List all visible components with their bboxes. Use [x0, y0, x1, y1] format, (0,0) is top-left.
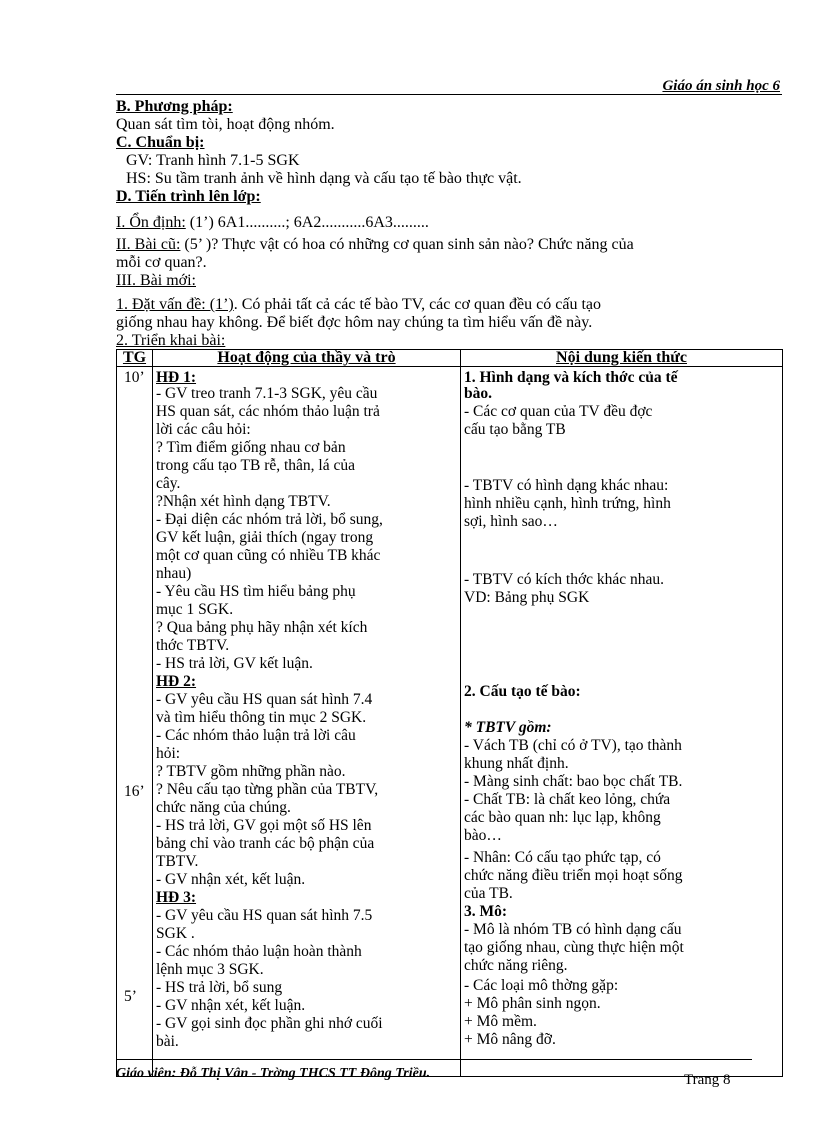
activity-line: trong cấu tạo TB rễ, thân, lá của [156, 457, 355, 474]
content-line: - Mô là nhóm TB có hình dạng cấu [464, 921, 682, 938]
activity-line: TBTV. [156, 853, 199, 870]
heading-iii: III. Bài mới: [116, 272, 196, 289]
content-line: chức năng riêng. [464, 957, 568, 974]
table-header-row [117, 350, 783, 367]
activity-line: - GV yêu cầu HS quan sát hình 7.4 [156, 691, 373, 708]
page-number: Trang 8 [684, 1072, 731, 1088]
content-line: - Các loại mô thờng gặp: [464, 977, 619, 994]
content-heading: 1. Hình dạng và kích thớc của tế [464, 369, 678, 386]
activity-line: - Các nhóm thảo luận trả lời câu [156, 727, 356, 744]
text-p1-2: giống nhau hay không. Để biết đợc hôm nay chúng ta tìm hiểu vấn đề này. [116, 314, 593, 331]
activity-line: - GV nhận xét, kết luận. [156, 997, 306, 1014]
activity-line: - Yêu cầu HS tìm hiểu bảng phụ [156, 583, 356, 600]
activity-column [156, 367, 457, 1076]
activity-line: cây. [156, 475, 181, 492]
activity-line: - GV nhận xét, kết luận. [156, 871, 306, 888]
activity-line: - GV treo tranh 7.1-3 SGK, yêu cầu [156, 385, 378, 402]
content-column [464, 367, 779, 1076]
content-line: bào. [464, 385, 492, 402]
content-line: * TBTV gồm: [464, 719, 552, 736]
content-line: - Vách TB (chỉ có ở TV), tạo thành [464, 737, 682, 754]
content-line: bào… [464, 827, 502, 844]
content-line: sợi, hình sao… [464, 513, 558, 530]
activity-line: GV kết luận, giải thích (ngay trong [156, 529, 374, 546]
content-line: - TBTV có kích thớc khác nhau. [464, 571, 665, 588]
activity-line: ? TBTV gồm những phần nào. [156, 763, 346, 780]
activity-line: - GV gọi sinh đọc phần ghi nhớ cuối [156, 1015, 383, 1032]
content-line: - Chất TB: là chất keo lỏng, chứa [464, 791, 671, 808]
content-heading: 2. Cấu tạo tế bào: [464, 683, 581, 700]
text-c-hs: HS: Su tầm tranh ảnh về hình dạng và cấu tạo tế bào thực vật. [126, 170, 522, 187]
activity-line: và tìm hiểu thông tin mục 2 SGK. [156, 709, 367, 726]
activity-line: - HS trả lời, GV kết luận. [156, 655, 313, 672]
heading-c: C. Chuẩn bị: [116, 134, 205, 151]
text-ii: (5’ )? Thực vật có hoa có những cơ quan sinh sản nào? Chức năng của [180, 236, 634, 253]
activity-heading: HĐ 2: [156, 673, 197, 690]
content-line: khung nhất định. [464, 755, 569, 772]
content-line: + Mô mềm. [464, 1013, 537, 1030]
heading-d: D. Tiến trình lên lớp: [116, 188, 261, 205]
footer-rule [116, 1059, 752, 1060]
activity-line: lời các câu hỏi: [156, 421, 251, 438]
content-line: - Nhân: Có cấu tạo phức tạp, có [464, 849, 661, 866]
activity-line: - GV yêu cầu HS quan sát hình 7.5 [156, 907, 373, 924]
line-p1 [116, 296, 601, 314]
activity-line: SGK . [156, 925, 195, 942]
activity-line: mục 1 SGK. [156, 601, 234, 618]
activity-line: - HS trả lời, GV gọi một số HS lên [156, 817, 372, 834]
activity-line: thớc TBTV. [156, 637, 230, 654]
content-line: VD: Bảng phụ SGK [464, 589, 590, 606]
text-c-gv: GV: Tranh hình 7.1-5 SGK [126, 152, 300, 169]
time-1: 10’ [124, 369, 145, 386]
content-line: của TB. [464, 885, 513, 902]
content-line: + Mô phân sinh ngọn. [464, 995, 601, 1012]
label-i: I. Ổn định: [116, 214, 186, 231]
activity-line: chức năng của chúng. [156, 799, 291, 816]
activity-line: một cơ quan cũng có nhiều TB khác [156, 547, 381, 564]
line-i [116, 214, 429, 232]
activity-line: nhau) [156, 565, 192, 582]
activity-heading: HĐ 3: [156, 889, 197, 906]
content-line: hình nhiều cạnh, hình trứng, hình [464, 495, 671, 512]
activity-line: - HS trả lời, bổ sung [156, 979, 283, 996]
activity-line: HS quan sát, các nhóm thảo luận trả [156, 403, 380, 420]
activity-line: ? Tìm điểm giống nhau cơ bản [156, 439, 346, 456]
activity-heading: HĐ 1: [156, 369, 197, 386]
header-content: Nội dung kiến thức [461, 350, 783, 367]
activity-line: - Đại diện các nhóm trả lời, bổ sung, [156, 511, 383, 528]
lesson-table [116, 349, 783, 1077]
text-p1: . Có phải tất cả các tế bào TV, các cơ quan đều có cấu tạo [233, 296, 601, 313]
footer-teacher: Giáo viên: Đỗ Thị Vân - Trờng THCS TT Đông Triều. [116, 1066, 431, 1081]
activity-line: ? Nêu cấu tạo từng phần của TBTV, [156, 781, 379, 798]
content-line: - Màng sinh chất: bao bọc chất TB. [464, 773, 683, 790]
text-ii-2: mỗi cơ quan?. [116, 254, 207, 271]
activity-line: ? Qua bảng phụ hãy nhận xét kích [156, 619, 368, 636]
content-line: - Các cơ quan của TV đều đợc [464, 403, 653, 420]
label-ii: II. Bài cũ: [116, 236, 181, 253]
header-activity: Hoạt động của thầy và trò [153, 350, 461, 367]
content-heading: 3. Mô: [464, 903, 508, 920]
content-line: + Mô nâng đỡ. [464, 1031, 556, 1048]
activity-line: bảng chỉ vào tranh các bộ phận của [156, 835, 375, 852]
heading-p2: 2. Triển khai bài: [116, 332, 226, 349]
heading-b: B. Phương pháp: [116, 98, 233, 115]
table-row [117, 367, 783, 1077]
header-tg: TG [117, 350, 153, 367]
time-column [120, 367, 149, 1076]
content-line: các bào quan nh: lục lạp, không [464, 809, 661, 826]
line-ii [116, 236, 634, 254]
activity-line: lệnh mục 3 SGK. [156, 961, 264, 978]
content-line: cấu tạo bằng TB [464, 421, 566, 438]
activity-line: bài. [156, 1033, 179, 1050]
content-line: tạo giống nhau, cùng thực hiện một [464, 939, 684, 956]
activity-line: ?Nhận xét hình dạng TBTV. [156, 493, 331, 510]
page-header: Giáo án sinh học 6 [662, 78, 780, 94]
content-line: chức năng điều triển mọi hoạt sống [464, 867, 683, 884]
activity-line: hỏi: [156, 745, 181, 762]
text-b: Quan sát tìm tòi, hoạt động nhóm. [116, 116, 335, 133]
time-3: 5’ [124, 988, 137, 1005]
text-i: (1’) 6A1..........; 6A2...........6A3......... [185, 214, 429, 231]
time-2: 16’ [124, 783, 145, 800]
activity-line: - Các nhóm thảo luận hoàn thành [156, 943, 362, 960]
label-p1: 1. Đặt vấn đề: (1’) [116, 296, 234, 313]
content-line: - TBTV có hình dạng khác nhau: [464, 477, 669, 494]
